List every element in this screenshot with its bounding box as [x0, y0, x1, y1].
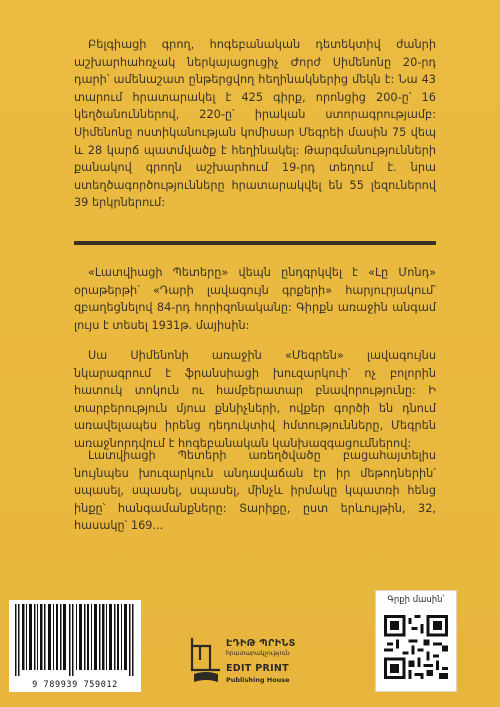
publisher-name-english: EDIT PRINT	[226, 663, 289, 674]
qr-code-icon	[384, 615, 448, 679]
isbn-digits: 9 789939 759012	[32, 680, 118, 690]
maigret-description-paragraph: Սա Սիմենոնի առաջին «Մեգրեն» լավագույնս նկարագրում է ֆրանսիացի խուզարկուի՝ ոչ բոլորին հատուկ տոկուն ու համբերատար բնավորությունը: Ի տարբերություն մյուս քննիչների, ովքեր գործի են դնում առավելապես իրենց դեդուկտիվ հմտությունները, Մեգրեն առաջնորդվում է հոգեբանական կանխազգացումներով:	[74, 349, 436, 450]
publisher-logo-icon	[188, 636, 224, 684]
barcode-icon	[13, 604, 137, 676]
author-bio-paragraph: Բելգիացի գրող, հոգեբանական դետեկտիվ ժանրի աշխարհահռչակ ներկայացուցիչ Ժորժ Սիմենոնը 20-րդ դարի՝ ամենաշատ ընթերցվող հեղինակներից մեկն է: Նա 43 տարում հրատարակել է 425 գիրք, որոնցից 200-ը՝ 16 կեղծանուններով, 220-ը՝ իրական ստորագրությամբ: Սիմենոնը ոստիկանության կոմիսար Մեգրեի մասին 75 վեպ և 28 կարճ պատմվածք է հեղինակել: Թարգմանությունների քանակով գրողն աշխարհում 19-րդ տեղում է. նրա ստեղծագործությունները հրատարակվել են 55 լեզուներով 39 երկրներում:	[74, 38, 436, 210]
publisher-name-armenian: ԷԴԻԹ ՊՐԻՆՏ	[226, 638, 296, 649]
divider-bar	[74, 241, 436, 245]
qr-code-box	[375, 590, 457, 692]
publisher-subtitle-english: Publishing House	[226, 676, 290, 684]
isbn-barcode	[9, 600, 141, 692]
book-info-paragraph: «Լատվիացի Պետերը» վեպն ընդգրկվել է «Լը Մոնդ» օրաթերթի՝ «Դարի լավագույն գրքերի» հարյուրյակում՝ զբաղեցնելով 84-րդ հորիզոնականը: Գիրքն առաջին անգամ լույս է տեսել 1931թ. մայիսին:	[74, 266, 436, 332]
plot-teaser-paragraph: Լատվիացի Պետերի առեղծվածը բացահայտելիս նույնպես խուզարկուն անդավաճան էր իր մեթոդներին՝ սպասել, սպասել, սպասել, մինչև իրմակը կպատռի հենց ինքը՝ հանգամանքները: Տարիքը, ըստ երևույթին, 32, հասակը՝ 169...	[74, 449, 436, 533]
publisher-block	[226, 638, 336, 684]
publisher-subtitle-armenian: հրատարակչություն	[226, 650, 290, 657]
qr-label: Գրքի մասին՝	[387, 595, 445, 605]
